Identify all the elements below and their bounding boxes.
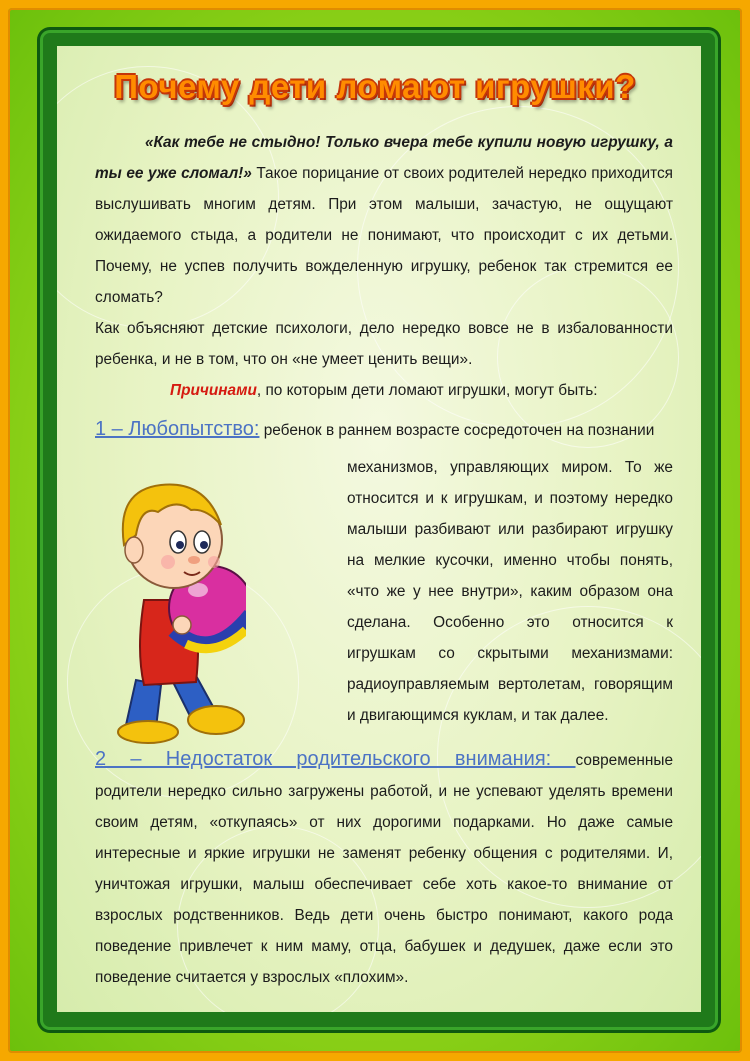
- section2-heading: 2 – Недостаток родительского внимания:: [95, 748, 576, 770]
- reasons-highlight: Причинами: [170, 382, 257, 399]
- reasons-rest: , по которым дети ломают игрушки, могут быть:: [256, 382, 598, 399]
- page-title: Почему дети ломают игрушки?: [114, 68, 636, 105]
- section2-paragraph: [95, 744, 673, 993]
- section1-lead: ребенок в раннем возрасте сосредоточен на познании: [259, 422, 655, 439]
- section1-body: механизмов, управляющих миром. То же относится и к игрушкам, и поэтому нередко малыши разбивают или разбирают игрушку на мелкие кусочки, именно чтобы понять, «что же у нее внутри», каким образом она сделана. Особенно это относится к игрушкам со скрытыми механизмами: радиоуправляемым вертолетам, говорящим и двигающимся куклам, и так далее.: [347, 459, 673, 724]
- intro-text: Такое порицание от своих родителей нередко приходится выслушивать многим детям. При этом малыши, зачастую, не ощущают ожидаемого стыда, а родители не понимают, что происходит с их детьми. Почему, не успев получить вожделенную игрушку, ребенок так стремится ее сломать?: [95, 165, 673, 306]
- child-with-ball-illustration: [96, 450, 246, 745]
- reasons-line: [95, 375, 673, 406]
- section2-body: современные родители нередко сильно загружены работой, и не успевают уделять времени своим детям, «откупаясь» от них дорогими подарками. Но даже самые интересные и яркие игрушки не заменят ребенку общения с родителями. И, уничтожая игрушки, малыш обеспечивает себе хоть какое-то внимание от взрослых родственников. Ведь дети очень быстро понимают, какого рода поведение привлечет к ним маму, отца, бабушек и дедушек, даже если это поведение считается у взрослых «плохим».: [95, 752, 673, 986]
- explanation-paragraph: Как объясняют детские психологи, дело нередко вовсе не в избалованности ребенка, и не в том, что он «не умеет ценить вещи».: [95, 320, 673, 368]
- intro-paragraph: [95, 127, 673, 313]
- section1-heading: 1 – Любопытство:: [95, 418, 260, 440]
- section1-header: [95, 414, 685, 446]
- intro-quote: «Как тебе не стыдно! Только вчера тебе купили новую игрушку, а ты ее уже сломал!»: [95, 134, 673, 182]
